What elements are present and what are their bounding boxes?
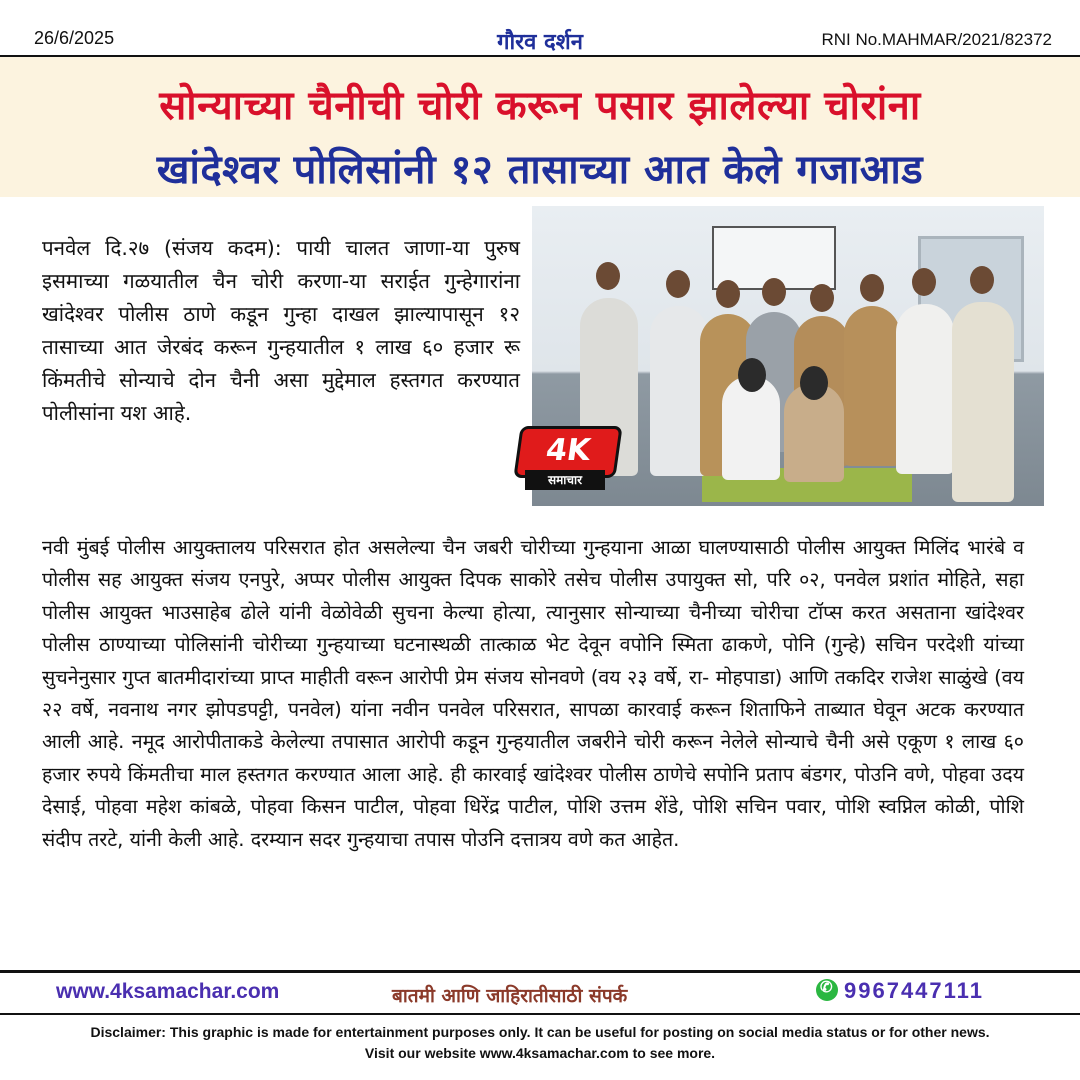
person-head [716,280,740,308]
person-figure [952,302,1014,502]
phone-digits: 9967447111 [844,978,984,1003]
whatsapp-icon [816,979,838,1001]
covered-head [800,366,828,400]
contact-label: बातमी आणि जाहिरातीसाठी संपर्क [392,985,628,1007]
rni-number: RNI No.MAHMAR/2021/82372 [821,30,1052,49]
footer-divider-top [0,970,1080,973]
newspaper-name: गौरव दर्शन [497,30,583,55]
person-head [912,268,936,296]
person-head [970,266,994,294]
masthead [0,0,1080,54]
headline-line-2: खांदेश्वर पोलिसांनी १२ तासाच्या आत केले गजाआड [156,147,924,193]
4k-samachar-logo [517,426,613,492]
phone-number[interactable] [816,978,984,1004]
person-figure [896,304,954,474]
website-link[interactable]: www.4ksamachar.com [56,980,280,1003]
footer-contact-bar [0,976,1080,1012]
logo-main-text: 4K [513,426,622,478]
covered-head [738,358,766,392]
person-figure [844,306,900,466]
article-body: नवी मुंबई पोलीस आयुक्तालय परिसरात होत असलेल्या चैन जबरी चोरीच्या गुन्हयाना आळा घालण्यासाठी पोलीस आयुक्त मिलिंद भारंबे व पोलीस सह आयुक्त संजय एनपुरे, अप्पर पोलीस आयुक्त दिपक साकोरे तसेच पोलीस उपायुक्त सो, परि ०२, पनवेल प्रशांत मोहिते, सहा पोलीस आयुक्त भाउसाहेब ढोले यांनी वेळोवेळी सुचना केल्या होत्या, त्यानुसार सोन्याच्या चैनीच्या चोरीचा टॉप्स करत असताना खांदेश्वर पोलीस ठाण्याच्या पोलिसांनी चोरीच्या गुन्हयाच्या घटनास्थळी तात्काळ भेट देवून वपोनि स्मिता ढाकणे, पोनि (गुन्हे) सचिन परदेशी यांच्या सुचनेनुसार गुप्त बातमीदारांच्या प्राप्त माहीती वरून आरोपी प्रेम संजय सोनवणे (वय २३ वर्षे, रा- मोहपाडा) आणि तकदिर राजेश साळुंखे (वय २२ वर्षे, नवनाथ नगर झोपडपट्टी, पनवेल) यांना नवीन पनवेल परिसरात, सापळा कारवाई करून शिताफिने ताब्यात घेवून अटक करण्यात आली आहे. नमूद आरोपीताकडे केलेल्या तपासात आरोपी कडून गुन्हयातील जबरीने चोरी करून नेलेले सोन्याचे चैनी असे एकूण १ लाख ६० हजार रुपये किंमतीचा माल हस्तगत करण्यात आला आहे. ही कारवाई खांदेश्वर पोलीस ठाणेचे सपोनि प्रताप बंडगर, पोउनि वणे, पोहवा उदय देसाई, पोहवा महेश कांबळे, पोहवा किसन पाटील, पोहवा धिरेंद्र पाटील, पोशि उत्तम शेंडे, पोशि सचिन पवार, पोशि स्वप्निल कोळी, पोशि संदीप तरटे, यांनी केली आहे. दरम्यान सदर गुन्हयाचा तपास पोउनि दत्तात्रय वणे कत आहेत. [42,536,1024,851]
person-head [810,284,834,312]
disclaimer-text: Disclaimer: This graphic is made for entertainment purposes only. It can be useful for posting on social media status or for other news. Visit our website www.4ksamachar.com to see more. [90,1024,990,1061]
logo-sub-text: समाचार [525,470,605,490]
person-head [596,262,620,290]
headline-line-1: सोन्याच्या चैनीची चोरी करून पसार झालेल्या चोरांना [159,83,921,129]
person-head [762,278,786,306]
person-head [860,274,884,302]
issue-date: 26/6/2025 [34,28,115,48]
footer-divider-bottom [0,1013,1080,1015]
lead-paragraph: पनवेल दि.२७ (संजय कदम): पायी चालत जाणा-या पुरुष इसमाच्या गळयातील चैन चोरी करणा-या सराईत गुन्हेगारांना खांदेश्वर पोलीस ठाणे कडून गुन्हा दाखल झाल्यापासून १२ तासाच्या आत जेरबंद करून गुन्हयातील १ लाख ६० हजार रू किंमतीचे सोन्याचे दोन चैनी असा मुद्देमाल हस्तगत करण्यात पोलीसांना यश आहे. [42,236,520,425]
person-head [666,270,690,298]
